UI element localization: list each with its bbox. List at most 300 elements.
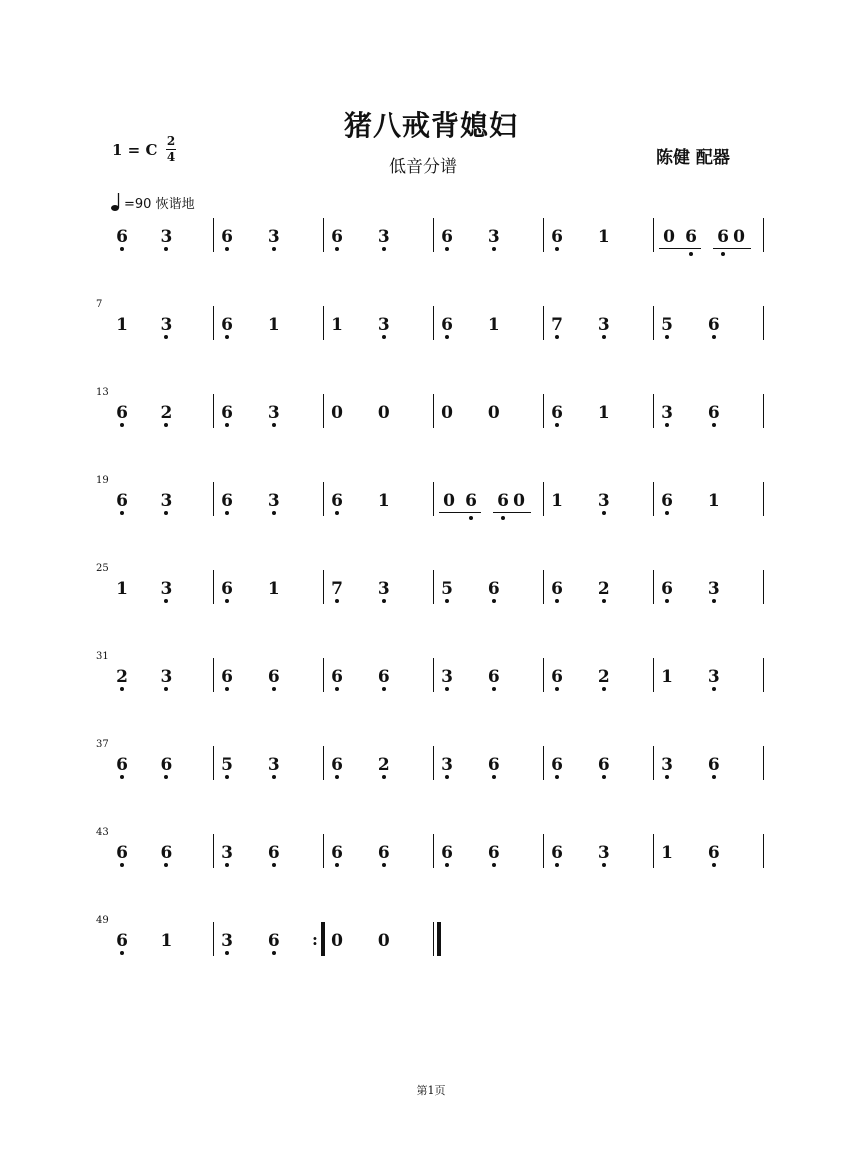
note <box>659 404 675 422</box>
note <box>659 844 675 862</box>
final-barline-thin <box>433 922 434 956</box>
barline <box>653 482 654 516</box>
octave-dot-low <box>721 252 725 256</box>
note-digit: 6 <box>497 491 509 511</box>
octave-dot-low <box>445 335 449 339</box>
octave-dot-low <box>335 863 339 867</box>
note-digit: 6 <box>597 755 610 775</box>
barline-end <box>763 482 764 516</box>
octave-dot-low <box>555 863 559 867</box>
note <box>266 932 282 950</box>
octave-dot-low <box>164 511 168 515</box>
note <box>329 404 345 422</box>
note <box>706 316 722 334</box>
note <box>463 492 479 510</box>
note-digit: 1 <box>487 315 500 335</box>
repeat-barline-thick <box>321 922 325 956</box>
note <box>596 228 612 246</box>
note-digit: 6 <box>377 667 390 687</box>
note <box>376 668 392 686</box>
note-digit: 6 <box>551 843 563 863</box>
octave-dot-low <box>225 423 229 427</box>
note <box>158 668 174 686</box>
barline <box>323 658 324 692</box>
barline-end <box>763 570 764 604</box>
note <box>596 844 612 862</box>
octave-dot-low <box>555 687 559 691</box>
note-digit: 0 <box>487 403 500 423</box>
barline <box>323 218 324 252</box>
note <box>549 492 565 510</box>
eighth-beam <box>439 512 481 513</box>
note <box>376 404 392 422</box>
note-digit: 6 <box>551 579 563 599</box>
note <box>329 580 345 598</box>
barline <box>543 746 544 780</box>
barline <box>433 570 434 604</box>
note <box>659 316 675 334</box>
note-digit: 7 <box>331 579 343 599</box>
octave-dot-low <box>501 516 505 520</box>
page-title: 猪八戒背媳妇 <box>343 109 518 142</box>
note <box>439 404 455 422</box>
note-digit: 3 <box>661 403 673 423</box>
note-digit: 3 <box>267 403 280 423</box>
octave-dot-low <box>225 775 229 779</box>
octave-dot-low <box>225 599 229 603</box>
note-digit: 6 <box>707 315 720 335</box>
note-digit: 6 <box>116 843 128 863</box>
note <box>549 580 565 598</box>
barline-end <box>763 218 764 252</box>
note <box>486 404 502 422</box>
note <box>158 756 174 774</box>
barline <box>543 306 544 340</box>
note-digit: 6 <box>160 843 173 863</box>
octave-dot-low <box>492 687 496 691</box>
note <box>219 316 235 334</box>
note <box>376 844 392 862</box>
note <box>549 316 565 334</box>
barline <box>543 570 544 604</box>
note <box>158 932 174 950</box>
note <box>439 228 455 246</box>
note <box>114 932 130 950</box>
note-digit: 6 <box>116 491 128 511</box>
note-digit: 3 <box>441 755 453 775</box>
barline-end <box>763 306 764 340</box>
note <box>376 756 392 774</box>
eighth-beam <box>659 248 701 249</box>
note <box>219 580 235 598</box>
note-digit: 6 <box>221 491 233 511</box>
note-digit: 6 <box>707 403 720 423</box>
measure-number: 31 <box>96 651 109 662</box>
octave-dot-low <box>272 775 276 779</box>
note-digit: 3 <box>487 227 500 247</box>
measure-number: 37 <box>96 739 109 750</box>
octave-dot-low <box>225 247 229 251</box>
note <box>659 580 675 598</box>
note <box>158 316 174 334</box>
note-digit: 3 <box>267 755 280 775</box>
octave-dot-low <box>164 423 168 427</box>
barline <box>433 482 434 516</box>
octave-dot-low <box>665 511 669 515</box>
note-digit: 6 <box>661 579 673 599</box>
note <box>715 228 731 246</box>
note-digit: 6 <box>707 843 720 863</box>
note-digit: 0 <box>377 403 390 423</box>
note <box>683 228 699 246</box>
note-digit: 6 <box>116 931 128 951</box>
note <box>661 228 677 246</box>
note-digit: 3 <box>707 579 720 599</box>
note <box>219 668 235 686</box>
octave-dot-low <box>225 687 229 691</box>
note <box>659 756 675 774</box>
note <box>266 668 282 686</box>
note <box>706 404 722 422</box>
note <box>158 228 174 246</box>
final-barline-thick <box>437 922 441 956</box>
note-digit: 1 <box>160 931 173 951</box>
note <box>114 756 130 774</box>
meter-bottom: 4 <box>166 150 176 164</box>
note <box>219 404 235 422</box>
note-digit: 0 <box>331 403 343 423</box>
octave-dot-low <box>335 511 339 515</box>
note-digit: 7 <box>551 315 563 335</box>
octave-dot-low <box>120 687 124 691</box>
note-digit: 6 <box>116 403 128 423</box>
octave-dot-low <box>225 335 229 339</box>
note <box>596 668 612 686</box>
note-digit: 0 <box>733 227 745 247</box>
measure-number: 25 <box>96 563 109 574</box>
octave-dot-low <box>164 599 168 603</box>
note <box>158 404 174 422</box>
note-digit: 6 <box>331 227 343 247</box>
note <box>549 668 565 686</box>
key-signature: 1 = C <box>112 141 158 159</box>
tempo-marking <box>110 192 195 212</box>
octave-dot-low <box>492 863 496 867</box>
barline <box>653 218 654 252</box>
barline <box>213 658 214 692</box>
note <box>219 492 235 510</box>
note <box>441 492 457 510</box>
barline <box>543 658 544 692</box>
note <box>596 316 612 334</box>
note-digit: 6 <box>221 667 233 687</box>
note-digit: 3 <box>160 579 173 599</box>
octave-dot-low <box>602 511 606 515</box>
quarter-note-icon <box>110 192 124 212</box>
barline <box>213 834 214 868</box>
note-digit: 3 <box>221 931 233 951</box>
barline <box>543 218 544 252</box>
tempo-style: 恢谐地 <box>155 197 195 212</box>
octave-dot-low <box>335 247 339 251</box>
note-digit: 1 <box>377 491 390 511</box>
tempo-value: =90 <box>124 197 152 212</box>
note-digit: 1 <box>597 403 610 423</box>
note-digit: 5 <box>441 579 453 599</box>
note <box>596 404 612 422</box>
note-digit: 6 <box>221 579 233 599</box>
note <box>114 844 130 862</box>
note <box>114 580 130 598</box>
note <box>114 316 130 334</box>
barline <box>213 922 214 956</box>
octave-dot-low <box>712 423 716 427</box>
barline <box>433 306 434 340</box>
octave-dot-low <box>602 775 606 779</box>
note-digit: 6 <box>267 843 280 863</box>
note-digit: 6 <box>707 755 720 775</box>
octave-dot-low <box>602 863 606 867</box>
note <box>266 844 282 862</box>
note <box>376 492 392 510</box>
note-digit: 1 <box>116 315 128 335</box>
note-digit: 1 <box>661 843 673 863</box>
note <box>659 492 675 510</box>
octave-dot-low <box>335 775 339 779</box>
note <box>266 492 282 510</box>
note <box>114 228 130 246</box>
eighth-beam <box>493 512 531 513</box>
octave-dot-low <box>382 599 386 603</box>
note-digit: 6 <box>441 843 453 863</box>
barline <box>653 570 654 604</box>
note-digit: 6 <box>551 667 563 687</box>
barline-end <box>763 658 764 692</box>
measure-number: 7 <box>96 299 103 310</box>
octave-dot-low <box>469 516 473 520</box>
note-digit: 1 <box>551 491 563 511</box>
octave-dot-low <box>445 599 449 603</box>
note <box>549 756 565 774</box>
barline <box>543 482 544 516</box>
note <box>266 228 282 246</box>
barline <box>323 482 324 516</box>
barline <box>433 658 434 692</box>
octave-dot-low <box>689 252 693 256</box>
note-digit: 3 <box>267 491 280 511</box>
note <box>329 492 345 510</box>
barline <box>653 306 654 340</box>
barline <box>433 746 434 780</box>
page-number: 第1页 <box>416 1084 446 1097</box>
note-digit: 6 <box>221 227 233 247</box>
note-digit: 1 <box>267 315 280 335</box>
barline <box>653 746 654 780</box>
barline <box>543 834 544 868</box>
note-digit: 2 <box>116 667 128 687</box>
note-digit: 0 <box>443 491 455 511</box>
octave-dot-low <box>445 247 449 251</box>
barline <box>213 746 214 780</box>
octave-dot-low <box>555 247 559 251</box>
octave-dot-low <box>712 863 716 867</box>
octave-dot-low <box>555 599 559 603</box>
note-digit: 6 <box>331 667 343 687</box>
note <box>511 492 527 510</box>
octave-dot-low <box>602 335 606 339</box>
eighth-beam <box>713 248 751 249</box>
note-digit: 3 <box>597 315 610 335</box>
barline <box>213 570 214 604</box>
note <box>329 932 345 950</box>
note-digit: 6 <box>661 491 673 511</box>
note <box>114 404 130 422</box>
note <box>596 580 612 598</box>
note-digit: 3 <box>597 491 610 511</box>
note-digit: 6 <box>116 227 128 247</box>
note <box>706 756 722 774</box>
note <box>266 756 282 774</box>
note-digit: 3 <box>661 755 673 775</box>
part-subtitle: 低音分谱 <box>389 157 457 177</box>
barline <box>653 394 654 428</box>
note-digit: 3 <box>377 579 390 599</box>
octave-dot-low <box>665 775 669 779</box>
barline <box>323 306 324 340</box>
note-digit: 3 <box>160 667 173 687</box>
note <box>376 228 392 246</box>
octave-dot-low <box>164 335 168 339</box>
octave-dot-low <box>712 335 716 339</box>
note-digit: 3 <box>160 315 173 335</box>
note <box>659 668 675 686</box>
note-digit: 5 <box>661 315 673 335</box>
note <box>486 580 502 598</box>
note <box>706 844 722 862</box>
note <box>219 932 235 950</box>
note <box>596 492 612 510</box>
note <box>158 580 174 598</box>
barline <box>213 306 214 340</box>
note-digit: 1 <box>116 579 128 599</box>
note-digit: 6 <box>331 491 343 511</box>
octave-dot-low <box>555 335 559 339</box>
note <box>706 492 722 510</box>
measure-number: 19 <box>96 475 109 486</box>
note-digit: 2 <box>597 579 610 599</box>
note <box>439 844 455 862</box>
note-digit: 3 <box>160 227 173 247</box>
octave-dot-low <box>445 863 449 867</box>
octave-dot-low <box>602 599 606 603</box>
note <box>329 316 345 334</box>
octave-dot-low <box>382 335 386 339</box>
note-digit: 0 <box>441 403 453 423</box>
time-signature <box>166 135 176 164</box>
measure-number: 49 <box>96 915 109 926</box>
note-digit: 6 <box>221 403 233 423</box>
octave-dot-low <box>712 775 716 779</box>
note-digit: 6 <box>465 491 477 511</box>
barline <box>323 394 324 428</box>
note-digit: 1 <box>331 315 343 335</box>
note-digit: 0 <box>513 491 525 511</box>
note-digit: 6 <box>487 755 500 775</box>
barline <box>653 834 654 868</box>
octave-dot-low <box>665 423 669 427</box>
octave-dot-low <box>120 247 124 251</box>
octave-dot-low <box>602 687 606 691</box>
note <box>219 228 235 246</box>
note-digit: 1 <box>597 227 610 247</box>
barline-end <box>763 746 764 780</box>
note-digit: 6 <box>441 315 453 335</box>
note <box>486 228 502 246</box>
barline <box>433 834 434 868</box>
note-digit: 3 <box>267 227 280 247</box>
octave-dot-low <box>335 599 339 603</box>
octave-dot-low <box>120 511 124 515</box>
octave-dot-low <box>120 423 124 427</box>
octave-dot-low <box>164 863 168 867</box>
barline <box>433 218 434 252</box>
note-digit: 6 <box>331 755 343 775</box>
octave-dot-low <box>382 863 386 867</box>
note-digit: 3 <box>597 843 610 863</box>
note-digit: 6 <box>487 667 500 687</box>
barline <box>323 570 324 604</box>
octave-dot-low <box>272 511 276 515</box>
note <box>219 756 235 774</box>
note-digit: 3 <box>377 227 390 247</box>
octave-dot-low <box>665 599 669 603</box>
octave-dot-low <box>492 599 496 603</box>
octave-dot-low <box>164 775 168 779</box>
note-digit: 5 <box>221 755 233 775</box>
note-digit: 3 <box>377 315 390 335</box>
note <box>219 844 235 862</box>
note-digit: 3 <box>441 667 453 687</box>
note-digit: 6 <box>221 315 233 335</box>
note <box>549 844 565 862</box>
octave-dot-low <box>272 863 276 867</box>
note-digit: 6 <box>377 843 390 863</box>
octave-dot-low <box>555 423 559 427</box>
octave-dot-low <box>665 335 669 339</box>
octave-dot-low <box>120 951 124 955</box>
note <box>266 404 282 422</box>
note-digit: 6 <box>487 579 500 599</box>
measure-number: 13 <box>96 387 109 398</box>
octave-dot-low <box>712 687 716 691</box>
barline-end <box>763 394 764 428</box>
repeat-dots: : <box>312 930 318 949</box>
note <box>439 756 455 774</box>
note-digit: 0 <box>331 931 343 951</box>
note <box>706 580 722 598</box>
note-digit: 2 <box>597 667 610 687</box>
octave-dot-low <box>445 775 449 779</box>
note <box>376 580 392 598</box>
note-digit: 6 <box>551 403 563 423</box>
note-digit: 1 <box>707 491 720 511</box>
note <box>731 228 747 246</box>
note-digit: 2 <box>377 755 390 775</box>
note-digit: 6 <box>267 667 280 687</box>
note-digit: 6 <box>331 843 343 863</box>
note <box>706 668 722 686</box>
octave-dot-low <box>382 775 386 779</box>
